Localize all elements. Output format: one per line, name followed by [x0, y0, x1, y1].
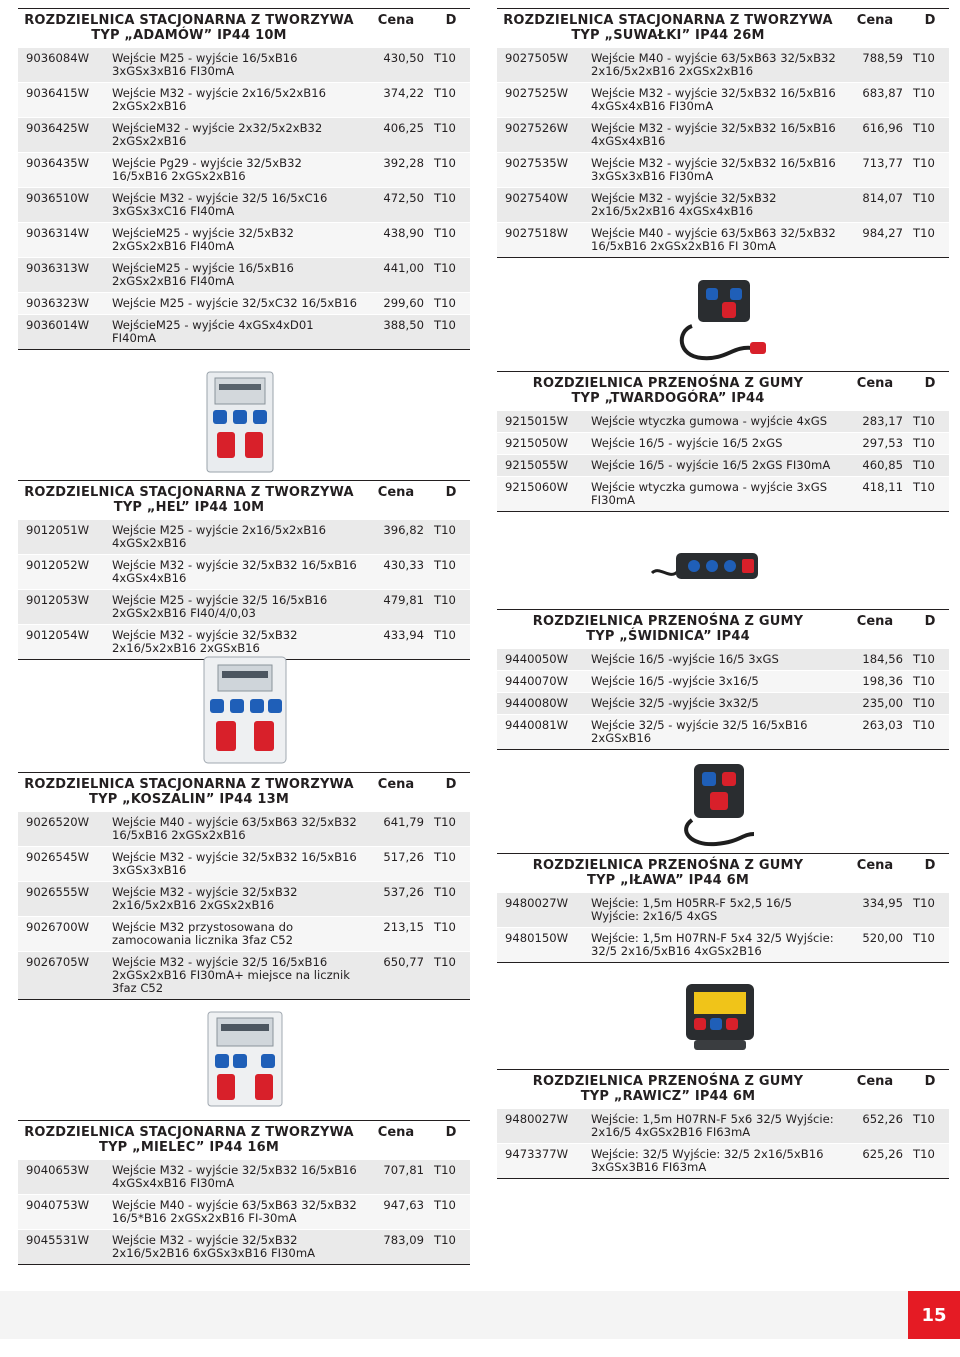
product-d-code: T10	[911, 893, 949, 928]
table-row	[497, 411, 949, 433]
product-d-code: T10	[911, 153, 949, 188]
product-price: 683,87	[839, 83, 911, 118]
product-d-code: T10	[432, 882, 470, 917]
column-header-d: D	[924, 614, 936, 629]
product-price: 213,15	[360, 917, 432, 952]
product-d-code: T10	[911, 411, 949, 433]
product-description: Wejście M32 - wyjście 32/5xB32 16/5xB16 4xGSx4xB16	[110, 555, 360, 590]
table-row	[18, 625, 470, 660]
product-price: 334,95	[839, 893, 911, 928]
table-row	[497, 223, 949, 258]
product-code: 9036014W	[18, 315, 110, 350]
product-description: Wejście M32 - wyjście 32/5xB32 16/5xB16 4xGSx4xB16 FI30mA	[589, 83, 839, 118]
product-code: 9026705W	[18, 952, 110, 1000]
product-d-code: T10	[432, 1230, 470, 1265]
table-hel	[18, 480, 470, 660]
product-price: 441,00	[360, 258, 432, 293]
table-row	[18, 917, 470, 952]
product-d-code: T10	[911, 83, 949, 118]
product-description: Wejście M32 - wyjście 32/5xB32 16/5xB16 3xGSx3xB16 FI30mA	[589, 153, 839, 188]
product-description: Wejście M32 - wyjście 32/5xB32 16/5xB16 3xGSx3xB16	[110, 847, 360, 882]
product-price: 616,96	[839, 118, 911, 153]
table-row	[18, 1160, 470, 1195]
product-code: 9036435W	[18, 153, 110, 188]
table-swidnica	[497, 609, 949, 750]
product-d-code: T10	[432, 952, 470, 1000]
table-title-line: ROZDZIELNICA STACJONARNA Z TWORZYWA	[503, 13, 833, 28]
product-code: 9012053W	[18, 590, 110, 625]
product-code: 9027505W	[497, 48, 589, 83]
product-description: Wejście M40 - wyjście 63/5xB63 32/5xB32 16/5xB16 2xGSx2xB16	[110, 812, 360, 847]
table-row	[18, 315, 470, 350]
column-header-d: D	[445, 1125, 457, 1140]
table-row	[497, 715, 949, 750]
product-d-code: T10	[432, 83, 470, 118]
product-description: Wejście M40 - wyjście 63/5xB63 32/5xB32 2x16/5x2xB16 2xGSx2xB16	[589, 48, 839, 83]
product-description: Wejście: 1,5m H05RR-F 5x2,5 16/5 Wyjście: 2x16/5 4xGS	[589, 893, 839, 928]
product-code: 9036314W	[18, 223, 110, 258]
product-d-code: T10	[432, 118, 470, 153]
product-code: 9036313W	[18, 258, 110, 293]
table-title-line: ROZDZIELNICA STACJONARNA Z TWORZYWA	[24, 1125, 354, 1140]
product-d-code: T10	[911, 693, 949, 715]
table-title	[497, 9, 839, 48]
product-description: Wejście M25 - wyjście 32/5xC32 16/5xB16	[110, 293, 360, 315]
product-price: 520,00	[839, 928, 911, 963]
product-d-code: T10	[432, 847, 470, 882]
product-image-suwalki	[672, 276, 772, 366]
table-row	[18, 1230, 470, 1265]
table-row	[18, 293, 470, 315]
product-d-code: T10	[911, 455, 949, 477]
product-description: WejścieM25 - wyjście 4xGSx4xD01 FI40mA	[110, 315, 360, 350]
table-title-line: ROZDZIELNICA PRZENOŚNA Z GUMY	[532, 1074, 804, 1089]
table-title-line: ROZDZIELNICA PRZENOŚNA Z GUMY	[532, 614, 804, 629]
table-row	[18, 258, 470, 293]
product-price: 418,11	[839, 477, 911, 512]
table-row	[18, 118, 470, 153]
column-header-price: Cena	[856, 376, 894, 391]
column-header-d: D	[924, 13, 936, 28]
product-price: 641,79	[360, 812, 432, 847]
table-title	[18, 9, 360, 48]
product-description: Wejście M40 - wyjście 63/5xB63 32/5xB32 16/5xB16 2xGSx2xB16 FI 30mA	[589, 223, 839, 258]
product-price: 814,07	[839, 188, 911, 223]
table-title	[497, 854, 839, 893]
product-code: 9027540W	[497, 188, 589, 223]
product-description: Wejście M32 - wyjście 32/5xB32 16/5xB16 4xGSx4xB16	[589, 118, 839, 153]
table-mielec	[18, 1120, 470, 1265]
product-description: Wejście M32 - wyjście 32/5 16/5xB16 2xGSx2xB16 FI30mA+ miejsce na licznik 3faz C52	[110, 952, 360, 1000]
page-number: 15	[908, 1291, 960, 1339]
product-code: 9036425W	[18, 118, 110, 153]
product-price: 392,28	[360, 153, 432, 188]
column-header-price: Cena	[856, 858, 894, 873]
column-header-d: D	[924, 858, 936, 873]
table-row	[18, 812, 470, 847]
product-code: 9215055W	[497, 455, 589, 477]
table-suwalki	[497, 8, 949, 258]
product-price: 430,33	[360, 555, 432, 590]
product-d-code: T10	[432, 188, 470, 223]
table-adamow	[18, 8, 470, 350]
product-d-code: T10	[911, 48, 949, 83]
product-price: 652,26	[839, 1109, 911, 1144]
table-row	[18, 223, 470, 258]
product-d-code: T10	[432, 48, 470, 83]
table-row	[497, 455, 949, 477]
product-price: 625,26	[839, 1144, 911, 1179]
table-subtitle: TYP „SUWAŁKI” IP44 26M	[571, 28, 765, 43]
product-image-koszalin	[205, 1010, 285, 1110]
product-d-code: T10	[432, 1195, 470, 1230]
table-subtitle: TYP „ŚWIDNICA” IP44	[586, 629, 750, 644]
table-row	[497, 693, 949, 715]
table-title	[497, 372, 839, 411]
table-subtitle: TYP „MIELEC” IP44 16M	[99, 1140, 279, 1155]
product-d-code: T10	[911, 671, 949, 693]
table-subtitle: TYP „TWARDOGÓRA” IP44	[571, 391, 765, 406]
product-price: 198,36	[839, 671, 911, 693]
product-description: Wejście wtyczka gumowa - wyjście 4xGS	[589, 411, 839, 433]
product-price: 984,27	[839, 223, 911, 258]
product-d-code: T10	[432, 153, 470, 188]
table-row	[497, 649, 949, 671]
product-code: 9440050W	[497, 649, 589, 671]
product-price: 650,77	[360, 952, 432, 1000]
product-description: Wejście M32 - wyjście 32/5 16/5xC16 3xGSx3xC16 FI40mA	[110, 188, 360, 223]
product-d-code: T10	[911, 433, 949, 455]
product-description: Wejście: 1,5m H07RN-F 5x4 32/5 Wyjście: 32/5 2x16/5xB16 4xGSx2B16	[589, 928, 839, 963]
product-d-code: T10	[432, 520, 470, 555]
product-price: 406,25	[360, 118, 432, 153]
product-price: 396,82	[360, 520, 432, 555]
product-code: 9473377W	[497, 1144, 589, 1179]
product-description: Wejście M32 - wyjście 2x16/5x2xB16 2xGSx2xB16	[110, 83, 360, 118]
product-description: Wejście wtyczka gumowa - wyjście 3xGS FI30mA	[589, 477, 839, 512]
product-code: 9026555W	[18, 882, 110, 917]
column-header-price: Cena	[377, 485, 415, 500]
product-code: 9012054W	[18, 625, 110, 660]
product-d-code: T10	[432, 625, 470, 660]
product-d-code: T10	[911, 118, 949, 153]
product-code: 9036510W	[18, 188, 110, 223]
product-description: Wejście M32 - wyjście 32/5xB32 2x16/5x2B16 6xGSx3xB16 FI30mA	[110, 1230, 360, 1265]
column-header-price: Cena	[377, 1125, 415, 1140]
product-code: 9036323W	[18, 293, 110, 315]
product-code: 9027525W	[497, 83, 589, 118]
table-title-line: ROZDZIELNICA STACJONARNA Z TWORZYWA	[24, 485, 354, 500]
product-code: 9215050W	[497, 433, 589, 455]
footer-band	[0, 1291, 960, 1339]
product-price: 430,50	[360, 48, 432, 83]
product-code: 9480027W	[497, 1109, 589, 1144]
product-code: 9215060W	[497, 477, 589, 512]
product-image-twardogora	[650, 545, 760, 587]
product-code: 9045531W	[18, 1230, 110, 1265]
product-description: Wejście M40 - wyjście 63/5xB63 32/5xB32 16/5*B16 2xGSx2xB16 FI-30mA	[110, 1195, 360, 1230]
product-price: 517,26	[360, 847, 432, 882]
product-code: 9440081W	[497, 715, 589, 750]
product-price: 472,50	[360, 188, 432, 223]
table-row	[497, 188, 949, 223]
product-description: Wejście M32 - wyjście 32/5xB32 16/5xB16 4xGSx4xB16 FI30mA	[110, 1160, 360, 1195]
product-code: 9012051W	[18, 520, 110, 555]
table-row	[497, 48, 949, 83]
column-header-price: Cena	[377, 13, 415, 28]
product-d-code: T10	[432, 223, 470, 258]
product-description: Wejście Pg29 - wyjście 32/5xB32 16/5xB16 2xGSx2xB16	[110, 153, 360, 188]
table-row	[497, 1144, 949, 1179]
table-row	[497, 433, 949, 455]
product-d-code: T10	[911, 715, 949, 750]
product-price: 788,59	[839, 48, 911, 83]
table-subtitle: TYP „HEL” IP44 10M	[113, 500, 265, 515]
column-header-d: D	[445, 13, 457, 28]
column-header-price: Cena	[856, 13, 894, 28]
product-code: 9480150W	[497, 928, 589, 963]
column-header-d: D	[924, 376, 936, 391]
product-code: 9027518W	[497, 223, 589, 258]
product-description: Wejście 16/5 -wyjście 16/5 3xGS	[589, 649, 839, 671]
product-code: 9440070W	[497, 671, 589, 693]
product-code: 9026700W	[18, 917, 110, 952]
table-row	[18, 882, 470, 917]
product-price: 460,85	[839, 455, 911, 477]
table-title-line: ROZDZIELNICA PRZENOŚNA Z GUMY	[532, 376, 804, 391]
product-code: 9440080W	[497, 693, 589, 715]
table-title	[18, 1121, 360, 1160]
table-row	[497, 477, 949, 512]
product-d-code: T10	[911, 477, 949, 512]
product-price: 374,22	[360, 83, 432, 118]
product-d-code: T10	[911, 1109, 949, 1144]
product-d-code: T10	[432, 590, 470, 625]
product-image-ilawa	[680, 978, 760, 1058]
table-row	[18, 48, 470, 83]
product-d-code: T10	[432, 258, 470, 293]
table-title-line: ROZDZIELNICA PRZENOŚNA Z GUMY	[532, 858, 804, 873]
product-d-code: T10	[911, 223, 949, 258]
product-description: Wejście 32/5 - wyjście 32/5 16/5xB16 2xGSxB16	[589, 715, 839, 750]
table-subtitle: TYP „KOSZALIN” IP44 13M	[89, 792, 289, 807]
product-description: WejścieM25 - wyjście 32/5xB32 2xGSx2xB16 FI40mA	[110, 223, 360, 258]
product-price: 263,03	[839, 715, 911, 750]
product-d-code: T10	[432, 812, 470, 847]
product-description: Wejście M25 - wyjście 32/5 16/5xB16 2xGSx2xB16 FI40/4/0,03	[110, 590, 360, 625]
product-d-code: T10	[911, 188, 949, 223]
product-code: 9027535W	[497, 153, 589, 188]
product-description: Wejście M32 przystosowana do zamocowania licznika 3faz C52	[110, 917, 360, 952]
table-title-line: ROZDZIELNICA STACJONARNA Z TWORZYWA	[24, 777, 354, 792]
product-description: Wejście 16/5 - wyjście 16/5 2xGS	[589, 433, 839, 455]
table-row	[18, 188, 470, 223]
product-code: 9026520W	[18, 812, 110, 847]
table-row	[18, 590, 470, 625]
product-price: 947,63	[360, 1195, 432, 1230]
table-ilawa	[497, 853, 949, 963]
product-price: 479,81	[360, 590, 432, 625]
product-description: Wejście: 1,5m H07RN-F 5x6 32/5 Wyjście: 2x16/5 4xGSx2B16 FI63mA	[589, 1109, 839, 1144]
product-price: 235,00	[839, 693, 911, 715]
product-description: Wejście M25 - wyjście 16/5xB16 3xGSx3xB16 FI30mA	[110, 48, 360, 83]
product-code: 9040653W	[18, 1160, 110, 1195]
product-description: Wejście: 32/5 Wyjście: 32/5 2x16/5xB16 3xGSx3B16 FI63mA	[589, 1144, 839, 1179]
product-description: Wejście M32 - wyjście 32/5xB32 2x16/5x2xB16 4xGSx4xB16	[589, 188, 839, 223]
product-code: 9040753W	[18, 1195, 110, 1230]
table-row	[18, 847, 470, 882]
table-row	[18, 520, 470, 555]
product-price: 713,77	[839, 153, 911, 188]
product-image-adamow	[205, 370, 275, 475]
product-description: Wejście 32/5 -wyjście 3x32/5	[589, 693, 839, 715]
product-image-hel	[200, 655, 290, 767]
table-subtitle: TYP „IŁAWA” IP44 6M	[587, 873, 749, 888]
table-row	[497, 83, 949, 118]
product-code: 9036084W	[18, 48, 110, 83]
product-d-code: T10	[432, 293, 470, 315]
product-image-swidnica	[670, 760, 760, 850]
table-row	[497, 928, 949, 963]
product-code: 9027526W	[497, 118, 589, 153]
product-price: 388,50	[360, 315, 432, 350]
product-code: 9012052W	[18, 555, 110, 590]
product-description: Wejście 16/5 - wyjście 16/5 2xGS FI30mA	[589, 455, 839, 477]
product-code: 9215015W	[497, 411, 589, 433]
table-row	[497, 671, 949, 693]
column-header-d: D	[445, 777, 457, 792]
product-description: Wejście M32 - wyjście 32/5xB32 2x16/5x2xB16 2xGSx2xB16	[110, 882, 360, 917]
column-header-d: D	[445, 485, 457, 500]
table-subtitle: TYP „ADAMÓW” IP44 10M	[91, 28, 287, 43]
table-koszalin	[18, 772, 470, 1000]
column-header-price: Cena	[377, 777, 415, 792]
product-code: 9026545W	[18, 847, 110, 882]
product-price: 283,17	[839, 411, 911, 433]
product-price: 783,09	[360, 1230, 432, 1265]
product-d-code: T10	[432, 315, 470, 350]
table-row	[497, 118, 949, 153]
table-row	[18, 555, 470, 590]
table-row	[497, 893, 949, 928]
product-price: 184,56	[839, 649, 911, 671]
table-title	[18, 773, 360, 812]
table-row	[497, 153, 949, 188]
table-title	[497, 1070, 839, 1109]
product-code: 9036415W	[18, 83, 110, 118]
product-d-code: T10	[432, 1160, 470, 1195]
product-description: Wejście M25 - wyjście 2x16/5x2xB16 4xGSx2xB16	[110, 520, 360, 555]
table-row	[18, 1195, 470, 1230]
column-header-price: Cena	[856, 614, 894, 629]
product-price: 299,60	[360, 293, 432, 315]
product-d-code: T10	[911, 928, 949, 963]
table-row	[497, 1109, 949, 1144]
table-rawicz	[497, 1069, 949, 1179]
table-title	[18, 481, 360, 520]
table-row	[18, 952, 470, 1000]
product-price: 707,81	[360, 1160, 432, 1195]
product-description: WejścieM25 - wyjście 16/5xB16 2xGSx2xB16 FI40mA	[110, 258, 360, 293]
product-description: Wejście 16/5 -wyjście 3x16/5	[589, 671, 839, 693]
table-row	[18, 83, 470, 118]
product-price: 297,53	[839, 433, 911, 455]
table-title	[497, 610, 839, 649]
table-twardogora	[497, 371, 949, 512]
product-price: 537,26	[360, 882, 432, 917]
product-description: Wejście M32 - wyjście 32/5xB32 2x16/5x2xB16 2xGSxB16	[110, 625, 360, 660]
product-d-code: T10	[432, 917, 470, 952]
product-d-code: T10	[432, 555, 470, 590]
column-header-price: Cena	[856, 1074, 894, 1089]
product-d-code: T10	[911, 1144, 949, 1179]
product-price: 433,94	[360, 625, 432, 660]
product-description: WejścieM32 - wyjście 2x32/5x2xB32 2xGSx2xB16	[110, 118, 360, 153]
table-subtitle: TYP „RAWICZ” IP44 6M	[580, 1089, 756, 1104]
column-header-d: D	[924, 1074, 936, 1089]
product-code: 9480027W	[497, 893, 589, 928]
table-row	[18, 153, 470, 188]
table-title-line: ROZDZIELNICA STACJONARNA Z TWORZYWA	[24, 13, 354, 28]
product-price: 438,90	[360, 223, 432, 258]
product-d-code: T10	[911, 649, 949, 671]
